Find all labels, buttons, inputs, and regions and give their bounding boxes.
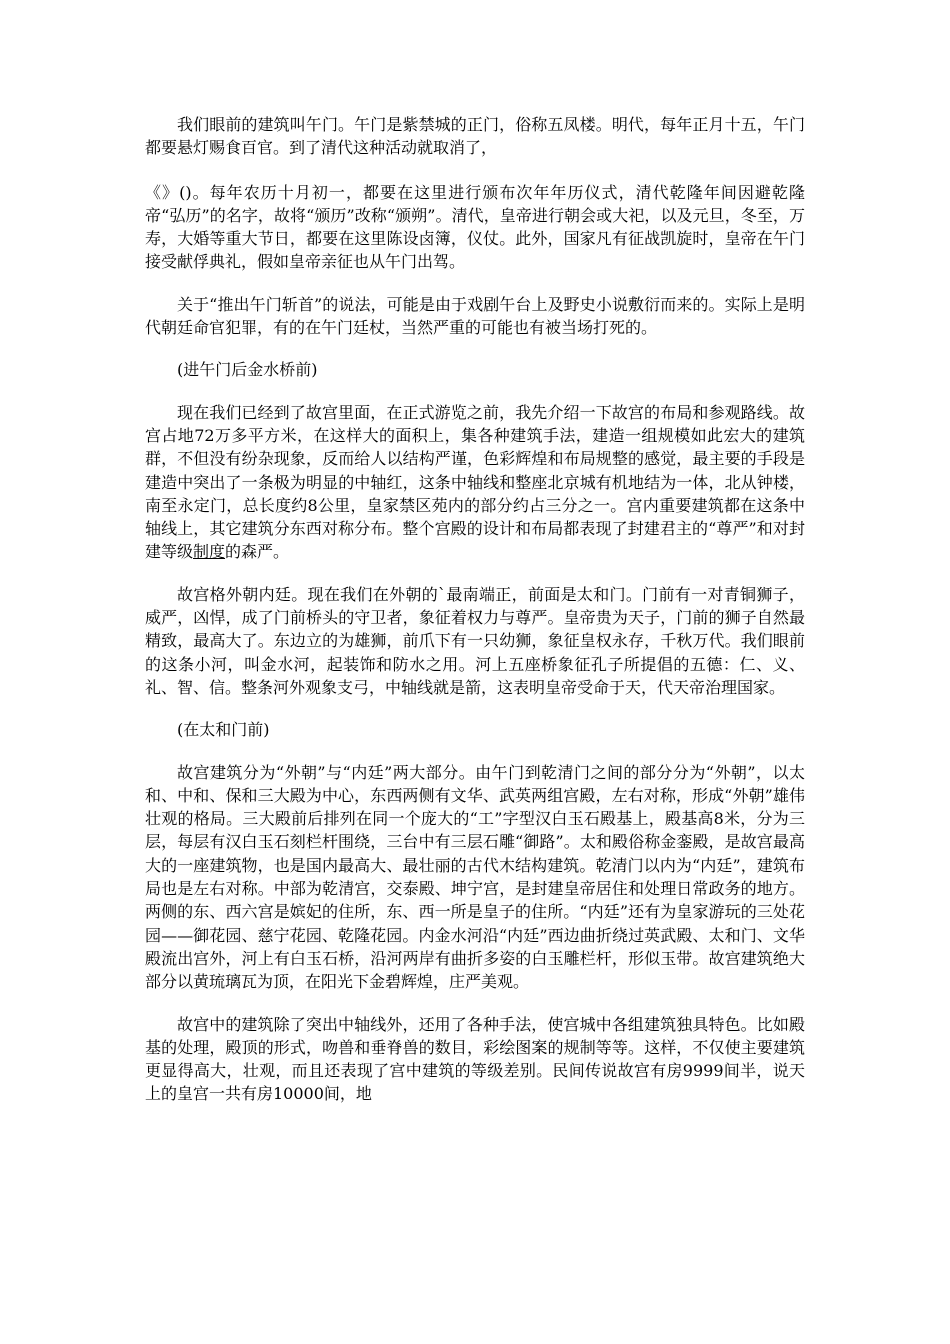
- paragraph-execution-legend: 关于“推出午门斩首”的说法，可能是由于戏剧午台上及野史小说敷衍而来的。实际上是明代朝廷命官犯罪，有的在午门廷杖，当然严重的可能也有被当场打死的。: [145, 294, 805, 338]
- paragraph-spacer: [145, 699, 805, 718]
- paragraph-spacer: [145, 160, 805, 181]
- paragraph-calendar-ceremony: 《》()。每年农历十月初一，都要在这里进行颁布次年年历仪式，清代乾隆年间因避乾隆帝“弘历”的名字，故将“颁历”改称“颁朔”。清代，皇帝进行朝会或大祀，以及元旦，冬至，万寿，大婚等重大节日，都要在这里陈设卤簿，仪仗。此外，国家凡有征战凯旋时，皇帝在午门接受献俘典礼，假如皇帝亲征也从午门出驾。: [145, 182, 805, 272]
- paragraph-palace-layout-text: 现在我们已经到了故宫里面，在正式游览之前，我先介绍一下故宫的布局和参观路线。故宫占地72万多平方米，在这样大的面积上，集各种建筑手法，建造一组规模如此宏大的建筑群，不但没有纷杂现象，反而给人以结构严谨，色彩辉煌和布局规整的感觉，最主要的手段是建造中突出了一条极为明显的中轴红，这条中轴线和整座北京城有机地结为一体，北从钟楼，南至永定门，总长度约8公里，皇家禁区苑内的部分约占三分之一。宫内重要建筑都在这条中轴线上，其它建筑分东西对称分布。整个宫殿的设计和布局都表现了封建君主的“尊严”和对封建等级: [145, 402, 805, 562]
- system-link[interactable]: 制度: [193, 542, 226, 562]
- paragraph-spacer: [145, 274, 805, 293]
- document-body: [145, 113, 805, 1106]
- paragraph-spacer: [145, 994, 805, 1013]
- paragraph-palace-layout: [145, 401, 805, 564]
- paragraph-spacer: [145, 339, 805, 358]
- paragraph-building-features: 故宫中的建筑除了突出中轴线外，还用了各种手法，使宫城中各组建筑独具特色。比如殿基的处理，殿顶的形式，吻兽和垂脊兽的数目，彩绘图案的规制等等。这样，不仅使主要建筑更显得高大，壮观，而且还表现了宫中建筑的等级差别。民间传说故宫有房9999间半，说天上的皇宫一共有房10000间，地: [145, 1014, 805, 1104]
- paragraph-meridian-gate-intro: 我们眼前的建筑叫午门。午门是紫禁城的正门，俗称五凤楼。明代，每年正月十五，午门都要悬灯赐食百官。到了清代这种活动就取消了，: [145, 115, 805, 158]
- paragraph-spacer: [145, 382, 805, 401]
- paragraph-outer-court-lions: 故宫格外朝内廷。现在我们在外朝的`最南端正，前面是太和门。门前有一对青铜狮子，威严，凶悍，成了门前桥头的守卫者，象征着权力与尊严。皇帝贵为天子，门前的狮子自然最精致，最高大了。东边立的为雄狮，前爪下有一只幼狮，象征皇权永存，千秋万代。我们眼前的这条小河，叫金水河，起装饰和防水之用。河上五座桥象征孔子所提倡的五德：仁、义、礼、智、信。整条河外观象支弓，中轴线就是箭，这表明皇帝受命于天，代天帝治理国家。: [145, 584, 805, 697]
- paragraph-spacer: [145, 742, 805, 761]
- section-heading-taihe-gate: (在太和门前): [177, 720, 270, 740]
- paragraph-spacer: [145, 564, 805, 583]
- paragraph-outer-inner-court: 故宫建筑分为“外朝”与“内廷”两大部分。由午门到乾清门之间的部分分为“外朝”，以太和、中和、保和三大殿为中心，东西两侧有文华、武英两组宫殿，左右对称，形成“外朝”雄伟壮观的格局。三大殿前后排列在同一个庞大的“工”字型汉白玉石殿基上，殿基高8米，分为三层，每层有汉白玉石刻栏杆围绕，三台中有三层石雕“御路”。太和殿俗称金銮殿，是故宫最高大的一座建筑物，也是国内最高大、最壮丽的古代木结构建筑。乾清门以内为“内廷”，建筑布局也是左右对称。中部为乾清宫，交泰殿、坤宁宫，是封建皇帝居住和处理日常政务的地方。两侧的东、西六宫是嫔妃的住所，东、西一所是皇子的住所。“内廷”还有为皇家游玩的三处花园——御花园、慈宁花园、乾隆花园。内金水河沿“内廷”西边曲折绕过英武殿、太和门、文华殿流出宫外，河上有白玉石桥，沿河两岸有曲折多姿的白玉雕栏杆，形似玉带。故宫建筑绝大部分以黄琉璃瓦为顶，在阳光下金碧辉煌，庄严美观。: [145, 762, 805, 992]
- section-heading-golden-water-bridge: (进午门后金水桥前): [177, 360, 318, 380]
- paragraph-palace-layout-tail: 的森严。: [225, 542, 290, 562]
